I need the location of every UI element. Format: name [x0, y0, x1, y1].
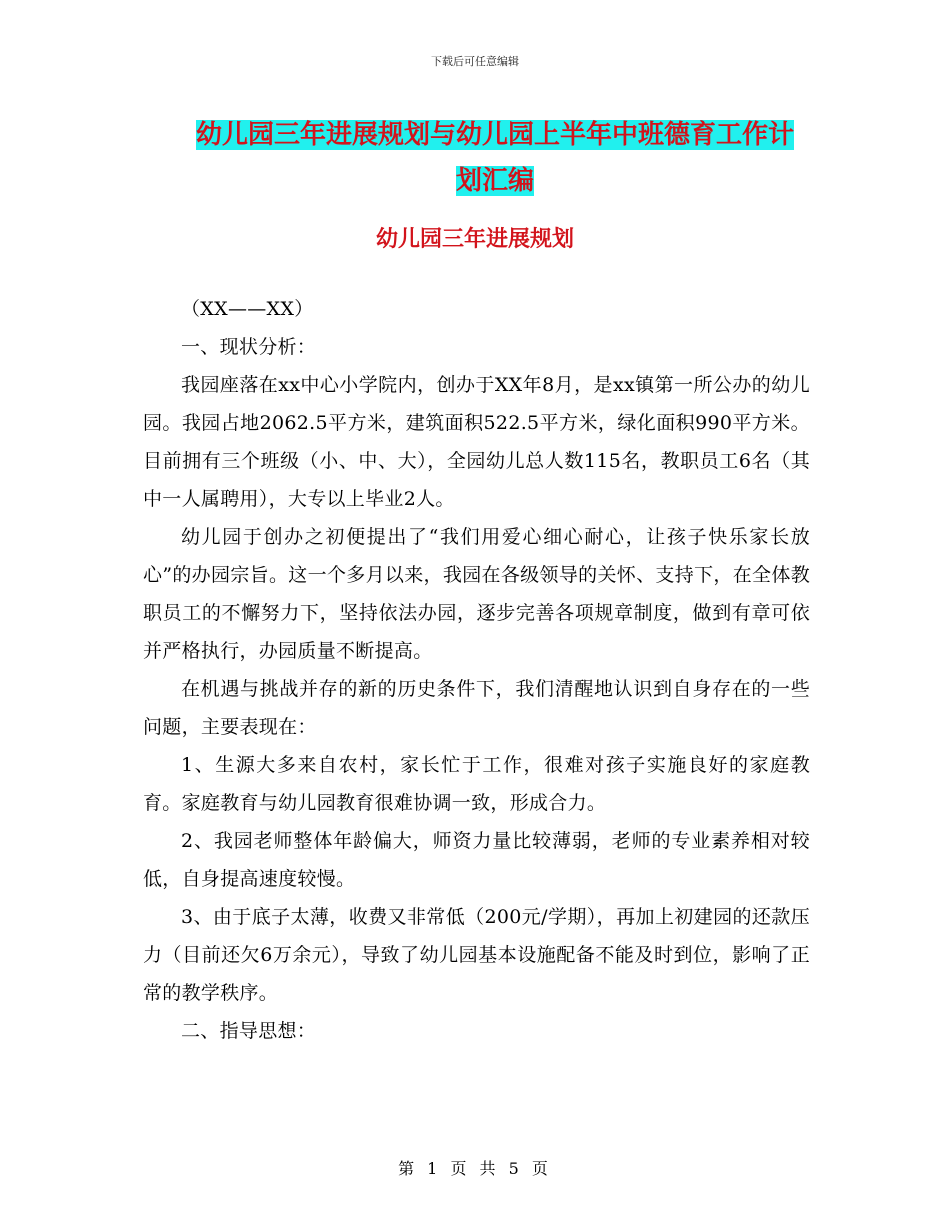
document-title — [130, 112, 860, 204]
page-footer: 第 1 页 共 5 页 — [398, 1159, 552, 1178]
paragraph-problems-intro: 在机遇与挑战并存的新的历史条件下，我们清醒地认识到自身存在的一些问题，主要表现在： — [143, 678, 810, 738]
paragraph-date-range: （XX——XX） — [181, 298, 314, 320]
section-title: 幼儿园三年进展规划 — [375, 227, 574, 252]
paragraph-overview: 我园座落在xx中心小学院内，创办于XX年8月，是xx镇第一所公办的幼儿园。我园占地2062.5平方米，建筑面积522.5平方米，绿化面积990平方米。目前拥有三个班级（小、中、大），全园幼儿总人数115名，教职员工6名（其中一人属聘用），大专以上毕业2人。 — [143, 374, 810, 510]
paragraph-heading-guidance: 二、指导思想： — [181, 1020, 317, 1042]
paragraph-problem-1: 1、生源大多来自农村，家长忙于工作，很难对孩子实施良好的家庭教育。家庭教育与幼儿园教育很难协调一致，形成合力。 — [143, 754, 810, 814]
paragraph-heading-status: 一、现状分析： — [181, 336, 317, 358]
title-line-2: 划汇编 — [455, 166, 534, 196]
header-note: 下载后可任意编辑 — [431, 55, 519, 68]
document-body — [143, 290, 810, 1050]
paragraph-problem-3: 3、由于底子太薄，收费又非常低（200元/学期），再加上初建园的还款压力（目前还欠6万余元），导致了幼儿园基本设施配备不能及时到位，影响了正常的教学秩序。 — [143, 906, 810, 1004]
title-line-1: 幼儿园三年进展规划与幼儿园上半年中班德育工作计 — [195, 120, 794, 150]
paragraph-problem-2: 2、我园老师整体年龄偏大，师资力量比较薄弱，老师的专业素养相对较低，自身提高速度较慢。 — [143, 830, 810, 890]
paragraph-mission: 幼儿园于创办之初便提出了“我们用爱心细心耐心，让孩子快乐家长放心”的办园宗旨。这一个多月以来，我园在各级领导的关怀、支持下，在全体教职员工的不懈努力下，坚持依法办园，逐步完善各项规章制度，做到有章可依并严格执行，办园质量不断提高。 — [143, 526, 810, 662]
